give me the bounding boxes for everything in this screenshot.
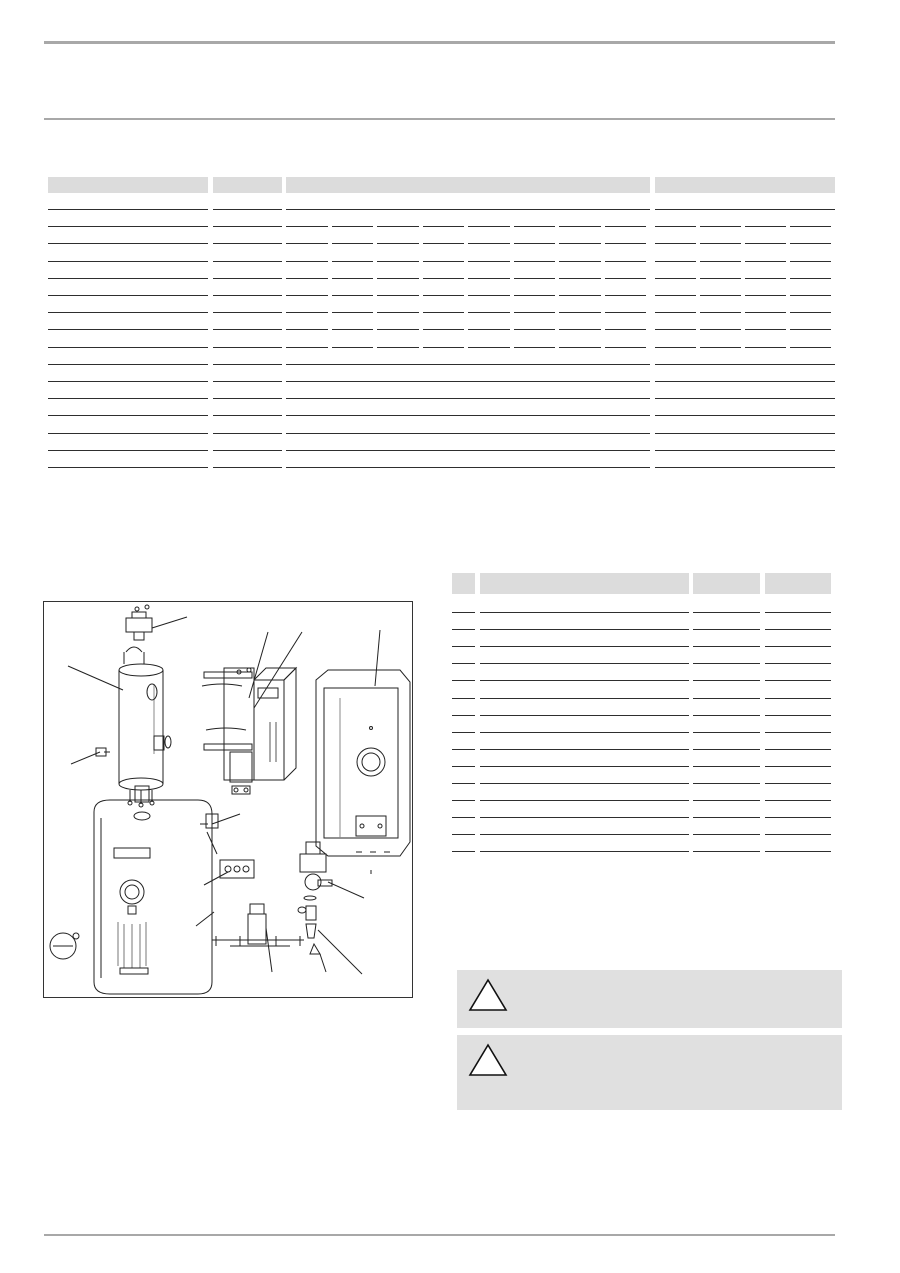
parts-row-line (452, 680, 475, 681)
parts-row-line (765, 698, 831, 699)
parts-row-line (452, 783, 475, 784)
parts-row-line (452, 732, 475, 733)
parts-row-line (693, 732, 760, 733)
parts-row-line (452, 851, 475, 852)
parts-header-cell-3 (693, 573, 760, 594)
parts-row-line (480, 629, 689, 630)
parts-row-line (480, 612, 689, 613)
parts-row-line (452, 749, 475, 750)
parts-row-line (693, 817, 760, 818)
parts-row-line (480, 851, 689, 852)
parts-row-line (452, 766, 475, 767)
parts-row-line (452, 612, 475, 613)
parts-row-line (765, 749, 831, 750)
parts-row-line (765, 851, 831, 852)
parts-row-line (765, 834, 831, 835)
warning-box-2 (457, 1035, 842, 1110)
parts-row-line (765, 732, 831, 733)
parts-row-line (765, 766, 831, 767)
parts-row-line (452, 663, 475, 664)
parts-row-line (693, 612, 760, 613)
parts-row-line (480, 646, 689, 647)
parts-row-line (693, 800, 760, 801)
parts-row-line (693, 851, 760, 852)
parts-row-line (480, 698, 689, 699)
parts-row-line (480, 783, 689, 784)
parts-row-line (452, 629, 475, 630)
parts-row-line (452, 800, 475, 801)
parts-row-line (765, 800, 831, 801)
fitting-part (248, 904, 266, 944)
parts-row-line (480, 715, 689, 716)
parts-row-line (765, 680, 831, 681)
parts-row-line (765, 629, 831, 630)
parts-row-line (693, 629, 760, 630)
parts-row-line (765, 817, 831, 818)
parts-row-line (452, 817, 475, 818)
parts-row-line (693, 646, 760, 647)
parts-row-line (480, 732, 689, 733)
parts-row-line (765, 715, 831, 716)
parts-row-line (693, 749, 760, 750)
parts-row-line (452, 646, 475, 647)
parts-row-line (765, 663, 831, 664)
warning-triangle-icon (466, 976, 510, 1014)
dial-part (50, 933, 79, 959)
parts-row-line (693, 715, 760, 716)
parts-row-line (480, 817, 689, 818)
parts-row-line (480, 749, 689, 750)
parts-row-line (765, 646, 831, 647)
parts-header-cell-2 (480, 573, 689, 594)
warning-box-1 (457, 970, 842, 1028)
parts-header-cell-1 (452, 573, 475, 594)
parts-row-line (452, 715, 475, 716)
parts-row-line (480, 663, 689, 664)
parts-row-line (452, 834, 475, 835)
parts-row-line (480, 766, 689, 767)
parts-row-line (480, 800, 689, 801)
warning-triangle-icon (466, 1041, 510, 1079)
parts-row-line (452, 698, 475, 699)
parts-row-line (693, 680, 760, 681)
parts-row-line (693, 834, 760, 835)
parts-row-line (480, 680, 689, 681)
parts-row-line (693, 698, 760, 699)
parts-row-line (693, 783, 760, 784)
parts-row-line (765, 783, 831, 784)
parts-header-cell-4 (765, 573, 831, 594)
parts-row-line (765, 612, 831, 613)
parts-row-line (693, 663, 760, 664)
parts-row-line (480, 834, 689, 835)
footer-rule (44, 1234, 835, 1236)
parts-row-line (693, 766, 760, 767)
